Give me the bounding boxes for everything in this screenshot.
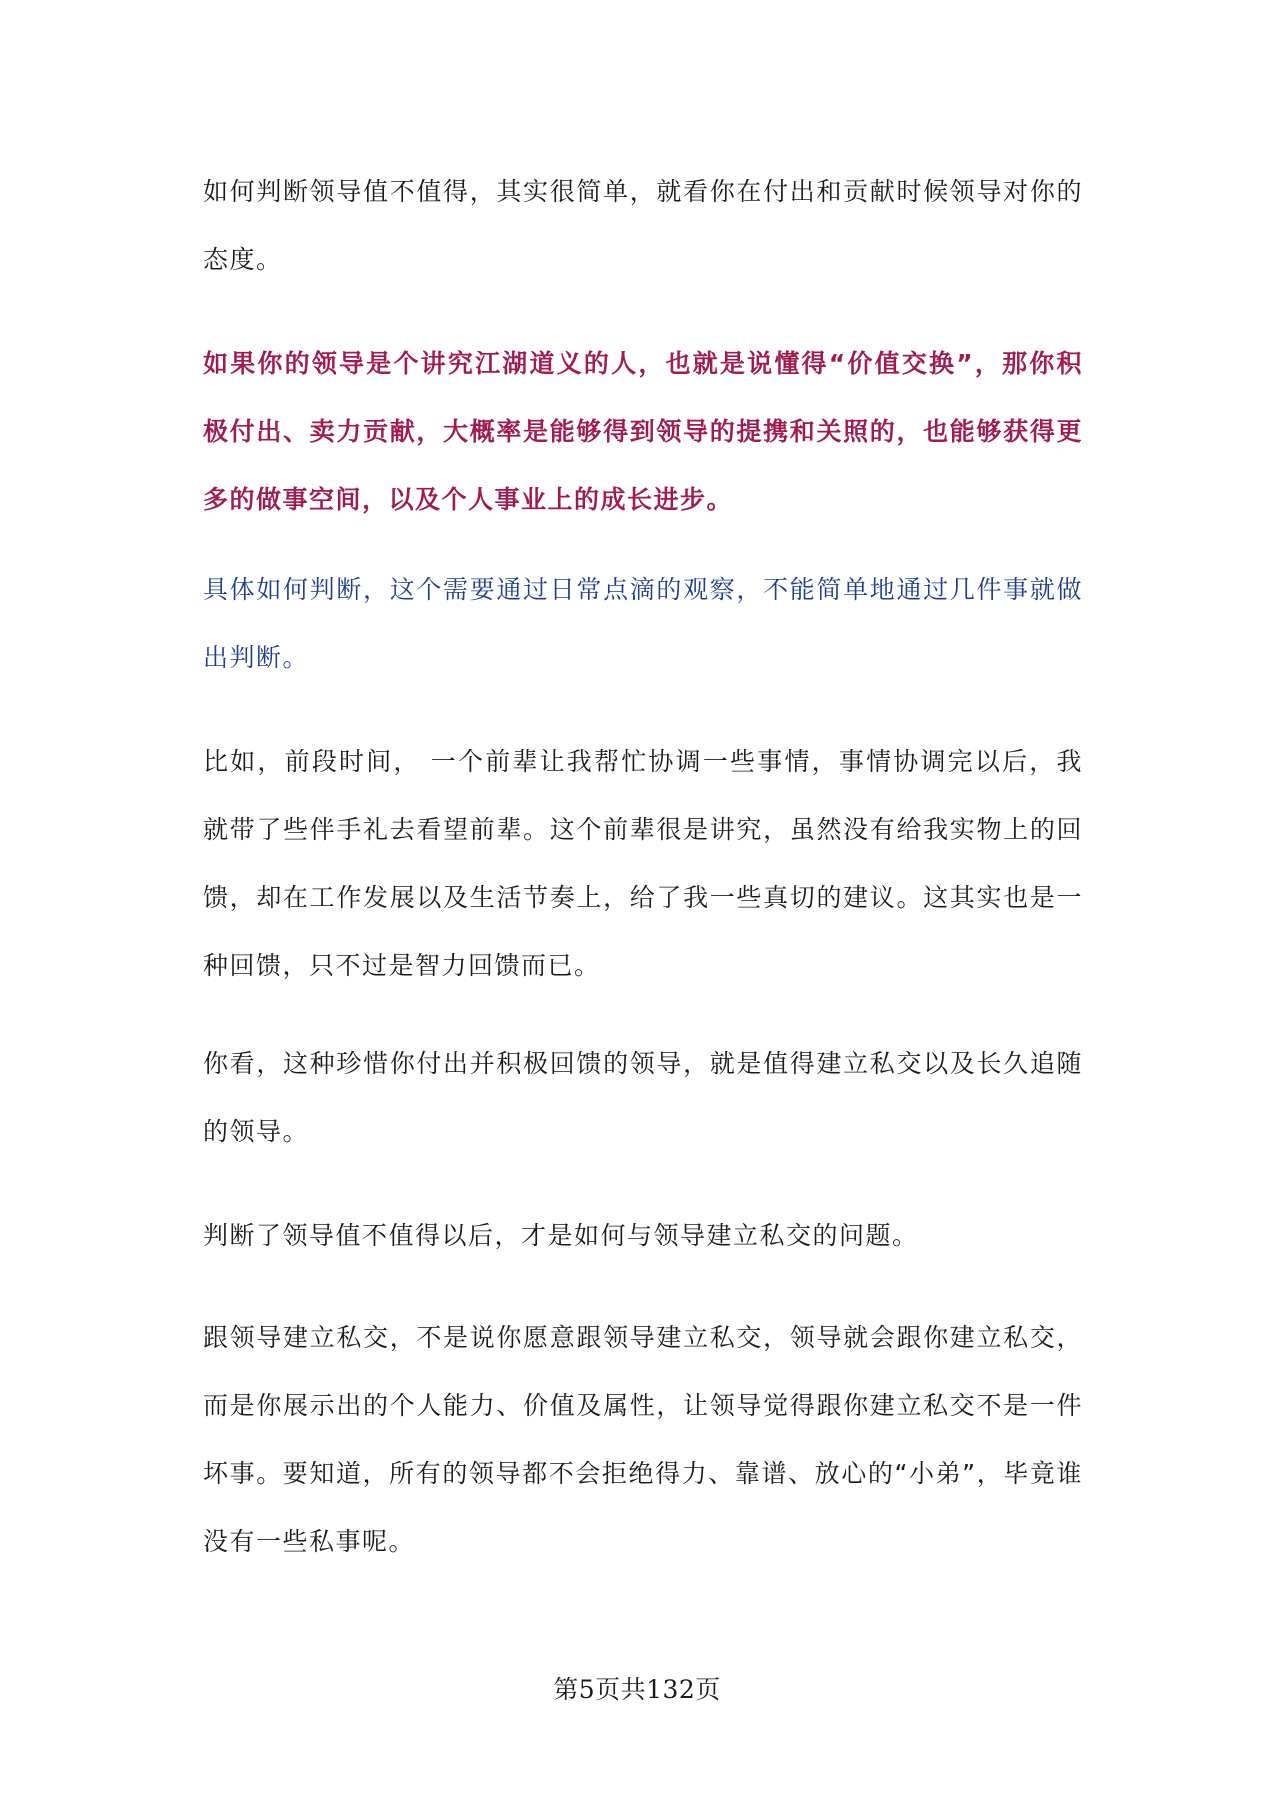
paragraph-2-highlighted: 如果你的领导是个讲究江湖道义的人，也就是说懂得“价值交换”，那你积极付出、卖力贡献，大概率是能够得到领导的提携和关照的，也能够获得更多的做事空间，以及个人事业上的成长进步。 — [203, 349, 1083, 514]
paragraph-6: 判断了领导值不值得以后，才是如何与领导建立私交的问题。 — [203, 1221, 919, 1250]
paragraph-4: 比如，前段时间， 一个前辈让我帮忙协调一些事情，事情协调完以后，我就带了些伴手礼去看望前辈。这个前辈很是讲究，虽然没有给我实物上的回馈，却在工作发展以及生活节奏上，给了我一些真切的建议。这其实也是一种回馈，只不过是智力回馈而已。 — [203, 747, 1083, 980]
page-number-footer: 第5页共132页 — [553, 1675, 721, 1704]
paragraph-1: 如何判断领导值不值得，其实很简单，就看你在付出和贡献时候领导对你的态度。 — [203, 177, 1083, 274]
paragraph-7: 跟领导建立私交，不是说你愿意跟领导建立私交，领导就会跟你建立私交，而是你展示出的个人能力、价值及属性，让领导觉得跟你建立私交不是一件坏事。要知道，所有的领导都不会拒绝得力、靠谱、放心的“小弟”，毕竟谁没有一些私事呢。 — [203, 1323, 1083, 1556]
paragraph-5: 你看，这种珍惜你付出并积极回馈的领导，就是值得建立私交以及长久追随的领导。 — [203, 1049, 1083, 1146]
paragraph-3-blue: 具体如何判断，这个需要通过日常点滴的观察，不能简单地通过几件事就做 出判断。 — [203, 575, 1083, 672]
